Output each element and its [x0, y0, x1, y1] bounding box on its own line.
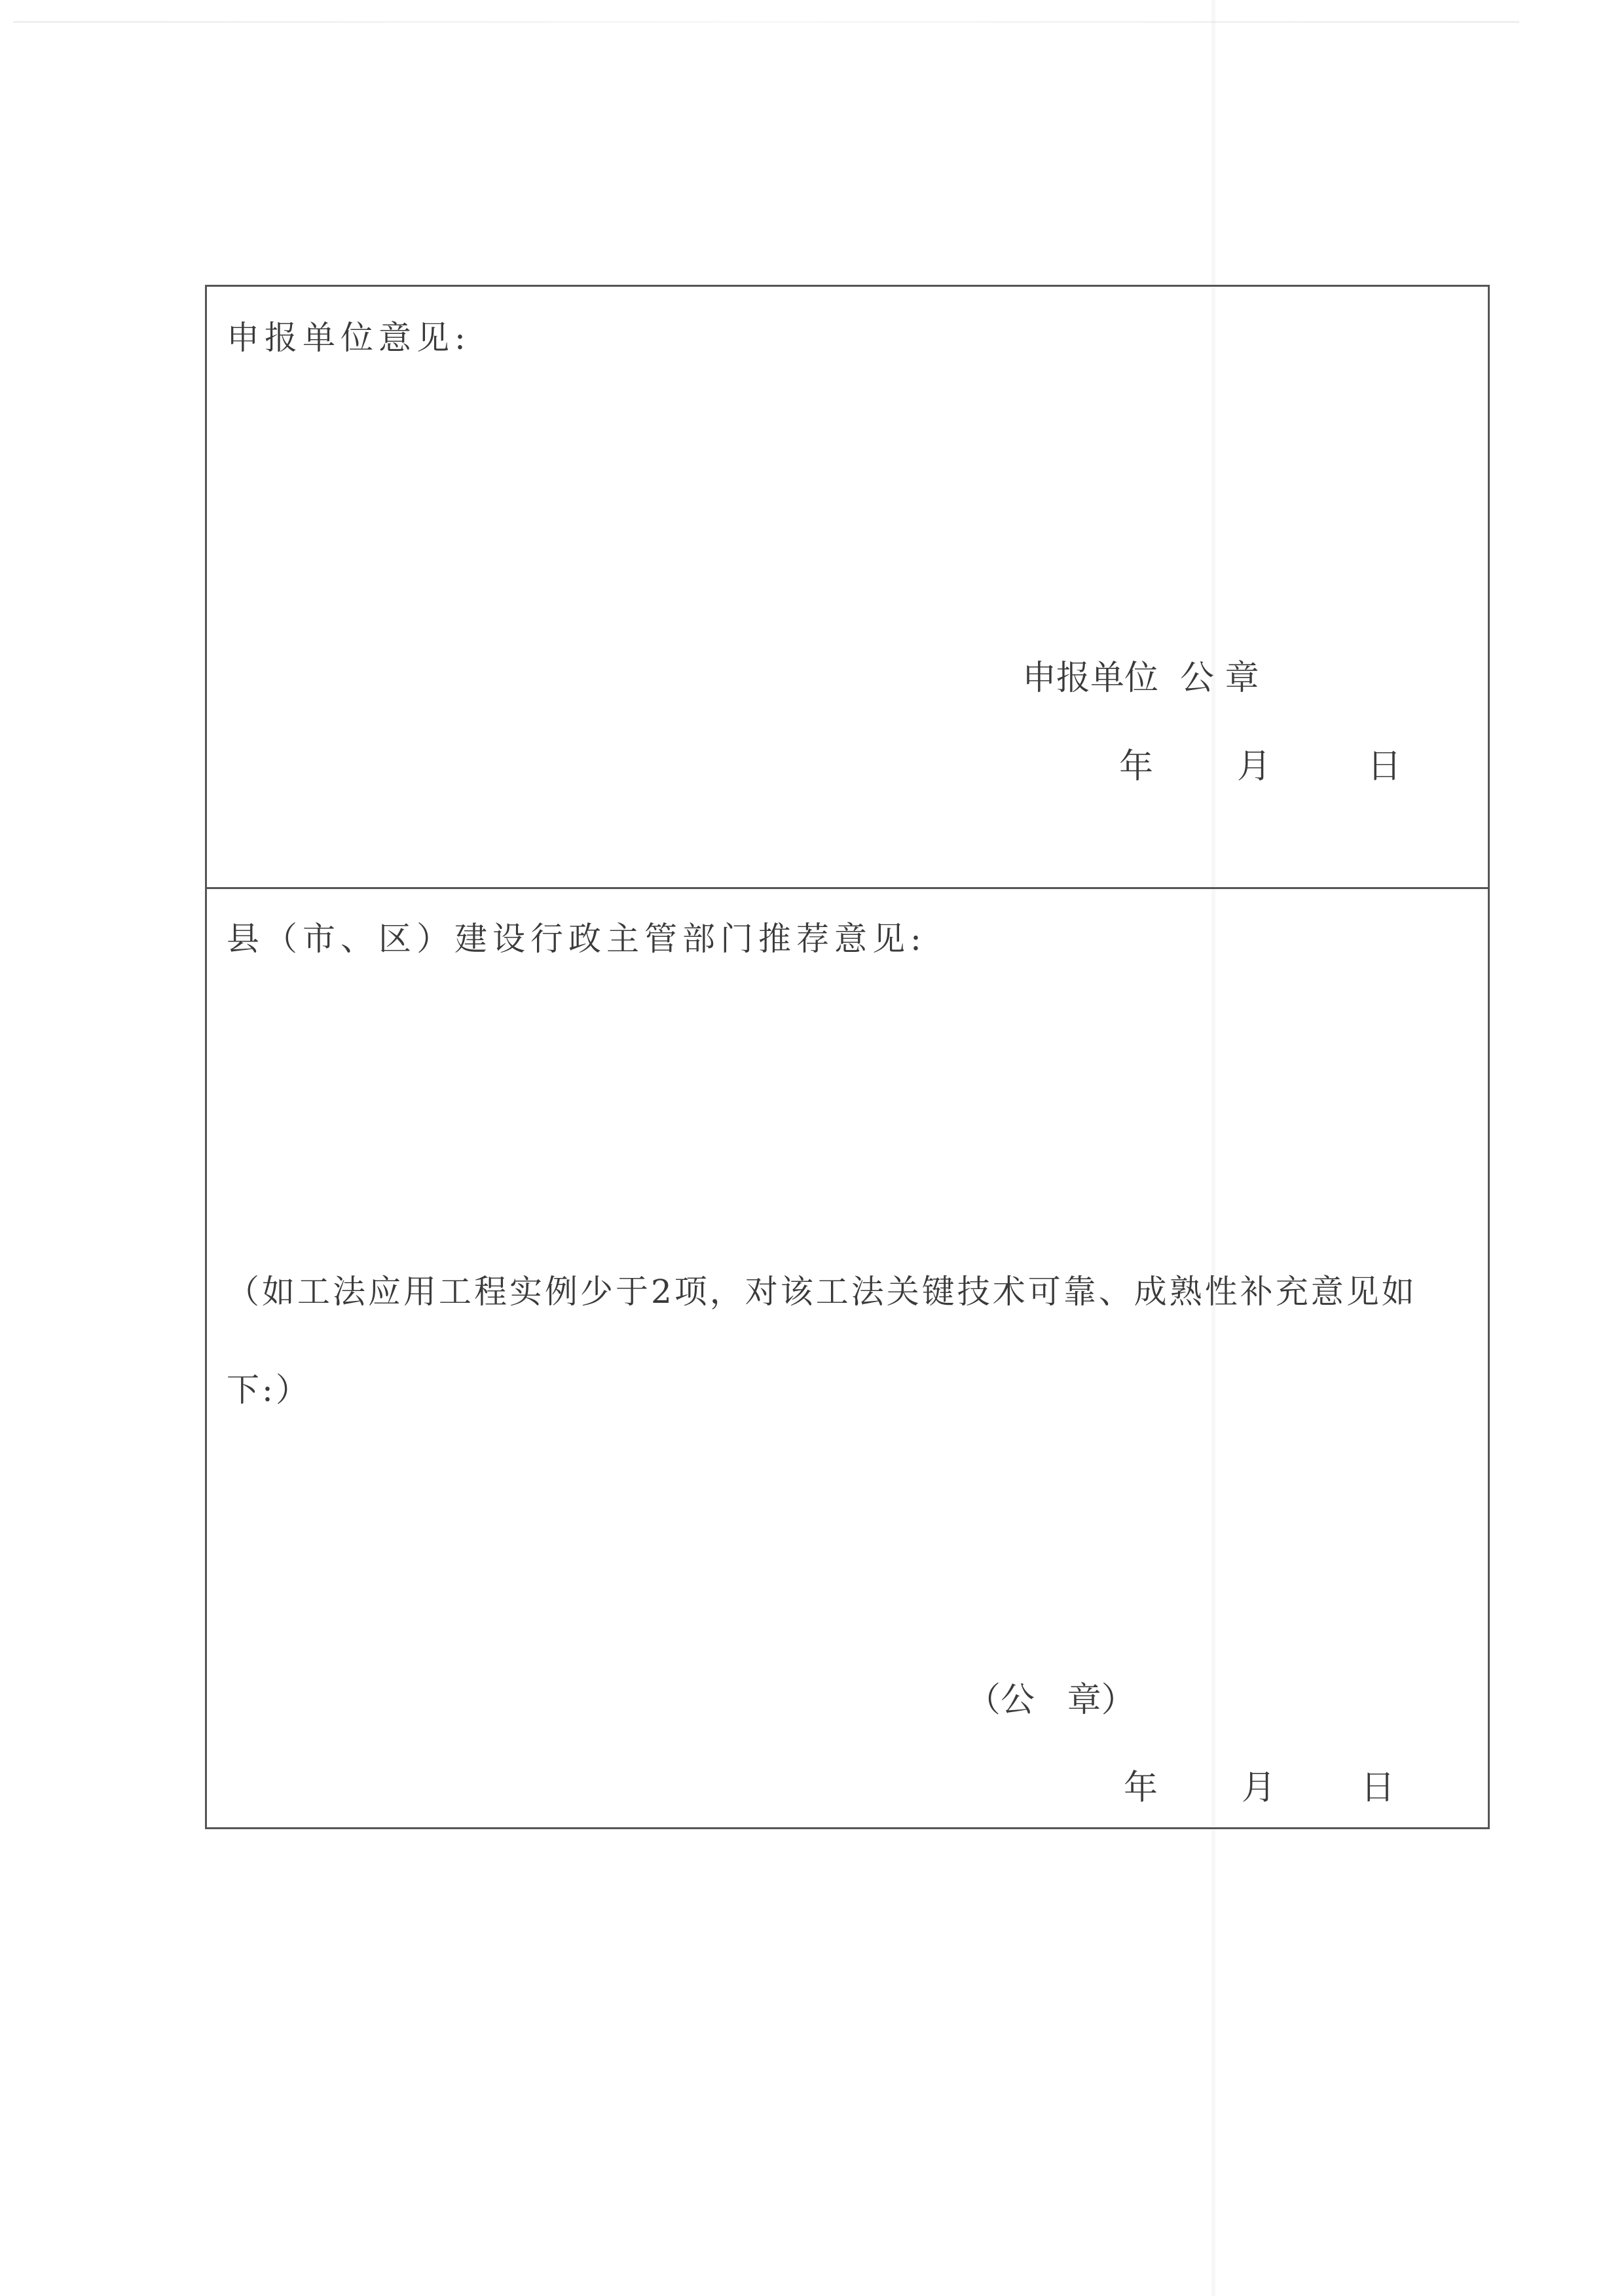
- authority-date-day: 日: [1361, 1768, 1395, 1808]
- authority-date-year: 年: [1124, 1768, 1158, 1808]
- applicant-date-day: 日: [1367, 747, 1402, 786]
- authority-recommendation-cell: [207, 889, 1488, 1827]
- supplementary-note: （如工法应用工程实例少于2项，对该工法关键技术可靠、成熟性补充意见如下:）: [227, 1273, 1417, 1409]
- applicant-opinion-cell: [207, 287, 1488, 889]
- authority-recommendation-heading: 县（市、区）建设行政主管部门推荐意见:: [227, 920, 927, 958]
- applicant-date-year: 年: [1119, 747, 1154, 786]
- applicant-date-month: 月: [1237, 747, 1272, 786]
- authority-date-month: 月: [1242, 1768, 1276, 1808]
- authority-seal-label: （公 章）: [967, 1681, 1135, 1720]
- applicant-seal-label: 申报单位 公 章: [1022, 659, 1259, 698]
- scan-artifact-line: [13, 21, 1519, 23]
- applicant-opinion-heading: 申报单位意见:: [227, 319, 471, 357]
- opinion-form-table: [205, 285, 1490, 1829]
